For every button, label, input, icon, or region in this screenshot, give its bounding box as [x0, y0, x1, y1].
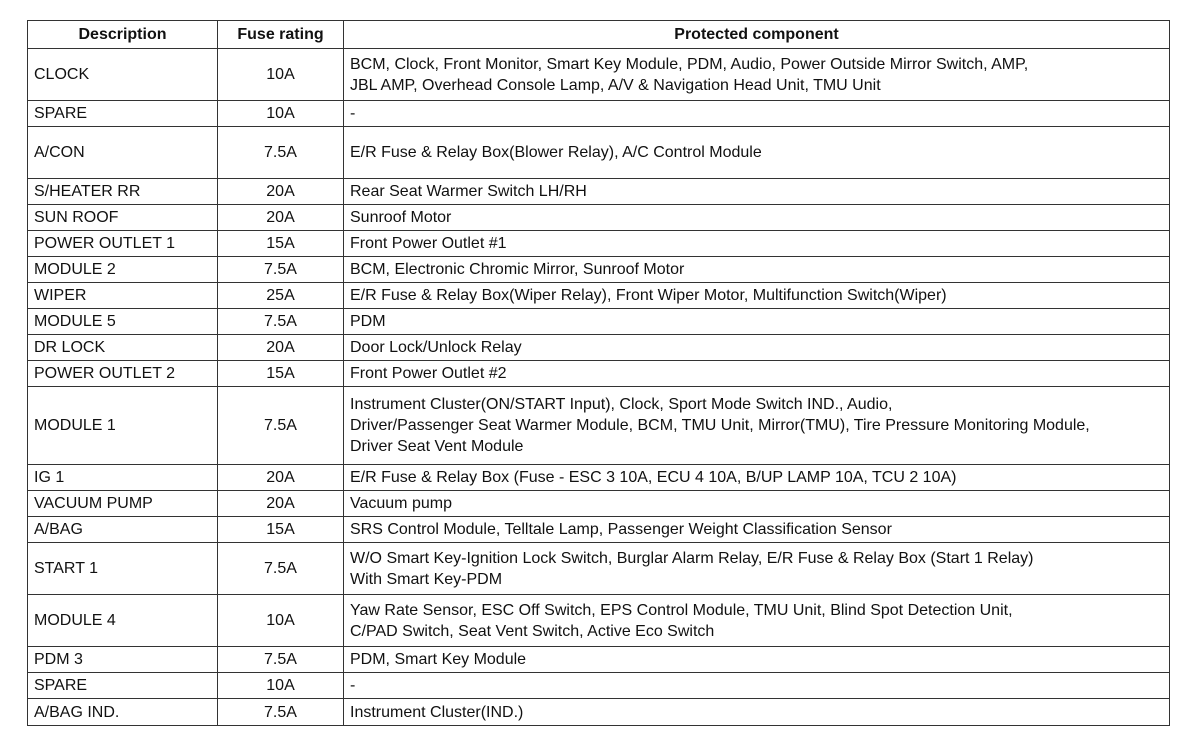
description-cell: A/BAG IND.	[28, 699, 218, 726]
protected-component-cell: SRS Control Module, Telltale Lamp, Passenger Weight Classification Sensor	[344, 517, 1170, 543]
description-cell: MODULE 2	[28, 257, 218, 283]
fuse-rating-cell: 25A	[218, 283, 344, 309]
table-row	[28, 491, 1170, 517]
description-cell: SUN ROOF	[28, 205, 218, 231]
description-cell: MODULE 4	[28, 595, 218, 647]
description-cell: A/BAG	[28, 517, 218, 543]
fuse-rating-cell: 10A	[218, 101, 344, 127]
fuse-rating-cell: 15A	[218, 517, 344, 543]
description-cell: WIPER	[28, 283, 218, 309]
protected-component-cell: Instrument Cluster(IND.)	[344, 699, 1170, 726]
protected-component-cell: Rear Seat Warmer Switch LH/RH	[344, 179, 1170, 205]
protected-component-cell: PDM	[344, 309, 1170, 335]
fuse-rating-cell: 10A	[218, 49, 344, 101]
protected-component-cell: Front Power Outlet #1	[344, 231, 1170, 257]
description-cell: POWER OUTLET 1	[28, 231, 218, 257]
table-row	[28, 257, 1170, 283]
fuse-rating-cell: 15A	[218, 231, 344, 257]
header-fuse-rating: Fuse rating	[218, 21, 344, 49]
fuse-rating-cell: 20A	[218, 465, 344, 491]
description-cell: PDM 3	[28, 647, 218, 673]
description-cell: VACUUM PUMP	[28, 491, 218, 517]
table-row	[28, 49, 1170, 101]
fuse-rating-cell: 15A	[218, 361, 344, 387]
table-row	[28, 309, 1170, 335]
header-row	[28, 21, 1170, 49]
description-cell: S/HEATER RR	[28, 179, 218, 205]
description-cell: SPARE	[28, 673, 218, 699]
protected-component-cell: -	[344, 673, 1170, 699]
protected-component-cell: E/R Fuse & Relay Box(Wiper Relay), Front Wiper Motor, Multifunction Switch(Wiper)	[344, 283, 1170, 309]
fuse-rating-cell: 7.5A	[218, 647, 344, 673]
description-cell: CLOCK	[28, 49, 218, 101]
protected-component-cell: -	[344, 101, 1170, 127]
table-row	[28, 465, 1170, 491]
protected-component-cell: Yaw Rate Sensor, ESC Off Switch, EPS Control Module, TMU Unit, Blind Spot Detection Unit, C/PAD Switch, Seat Vent Switch, Active Eco Switch	[344, 595, 1170, 647]
description-cell: SPARE	[28, 101, 218, 127]
fuse-rating-cell: 7.5A	[218, 387, 344, 465]
header-protected-component: Protected component	[344, 21, 1170, 49]
description-cell: IG 1	[28, 465, 218, 491]
protected-component-cell: Instrument Cluster(ON/START Input), Clock, Sport Mode Switch IND., Audio, Driver/Passenger Seat Warmer Module, BCM, TMU Unit, Mirror(TMU), Tire Pressure Monitoring Module, Driver Seat Vent Module	[344, 387, 1170, 465]
protected-component-cell: Door Lock/Unlock Relay	[344, 335, 1170, 361]
table-row	[28, 335, 1170, 361]
table-row	[28, 101, 1170, 127]
table-body	[28, 49, 1170, 726]
protected-component-cell: Vacuum pump	[344, 491, 1170, 517]
fuse-rating-cell: 7.5A	[218, 257, 344, 283]
fuse-rating-cell: 7.5A	[218, 127, 344, 179]
header-description: Description	[28, 21, 218, 49]
table-row	[28, 387, 1170, 465]
fuse-rating-cell: 7.5A	[218, 309, 344, 335]
description-cell: DR LOCK	[28, 335, 218, 361]
table-row	[28, 179, 1170, 205]
table-row	[28, 231, 1170, 257]
protected-component-cell: E/R Fuse & Relay Box(Blower Relay), A/C Control Module	[344, 127, 1170, 179]
table-row	[28, 699, 1170, 726]
description-cell: START 1	[28, 543, 218, 595]
protected-component-cell: E/R Fuse & Relay Box (Fuse - ESC 3 10A, ECU 4 10A, B/UP LAMP 10A, TCU 2 10A)	[344, 465, 1170, 491]
fuse-rating-cell: 20A	[218, 179, 344, 205]
description-cell: POWER OUTLET 2	[28, 361, 218, 387]
table-row	[28, 283, 1170, 309]
protected-component-cell: BCM, Electronic Chromic Mirror, Sunroof Motor	[344, 257, 1170, 283]
fuse-rating-cell: 7.5A	[218, 699, 344, 726]
description-cell: MODULE 1	[28, 387, 218, 465]
protected-component-cell: Sunroof Motor	[344, 205, 1170, 231]
fuse-rating-cell: 20A	[218, 491, 344, 517]
table-row	[28, 647, 1170, 673]
table-row	[28, 127, 1170, 179]
fuse-rating-cell: 20A	[218, 205, 344, 231]
table-row	[28, 205, 1170, 231]
fuse-rating-cell: 10A	[218, 595, 344, 647]
table-row	[28, 543, 1170, 595]
fuse-table	[27, 20, 1170, 726]
table-row	[28, 517, 1170, 543]
protected-component-cell: BCM, Clock, Front Monitor, Smart Key Module, PDM, Audio, Power Outside Mirror Switch, AMP, JBL AMP, Overhead Console Lamp, A/V & Navigation Head Unit, TMU Unit	[344, 49, 1170, 101]
fuse-rating-cell: 7.5A	[218, 543, 344, 595]
protected-component-cell: W/O Smart Key-Ignition Lock Switch, Burglar Alarm Relay, E/R Fuse & Relay Box (Start 1 Relay) With Smart Key-PDM	[344, 543, 1170, 595]
table-row	[28, 361, 1170, 387]
table-row	[28, 673, 1170, 699]
table-row	[28, 595, 1170, 647]
description-cell: MODULE 5	[28, 309, 218, 335]
fuse-rating-cell: 10A	[218, 673, 344, 699]
protected-component-cell: Front Power Outlet #2	[344, 361, 1170, 387]
fuse-rating-cell: 20A	[218, 335, 344, 361]
protected-component-cell: PDM, Smart Key Module	[344, 647, 1170, 673]
description-cell: A/CON	[28, 127, 218, 179]
